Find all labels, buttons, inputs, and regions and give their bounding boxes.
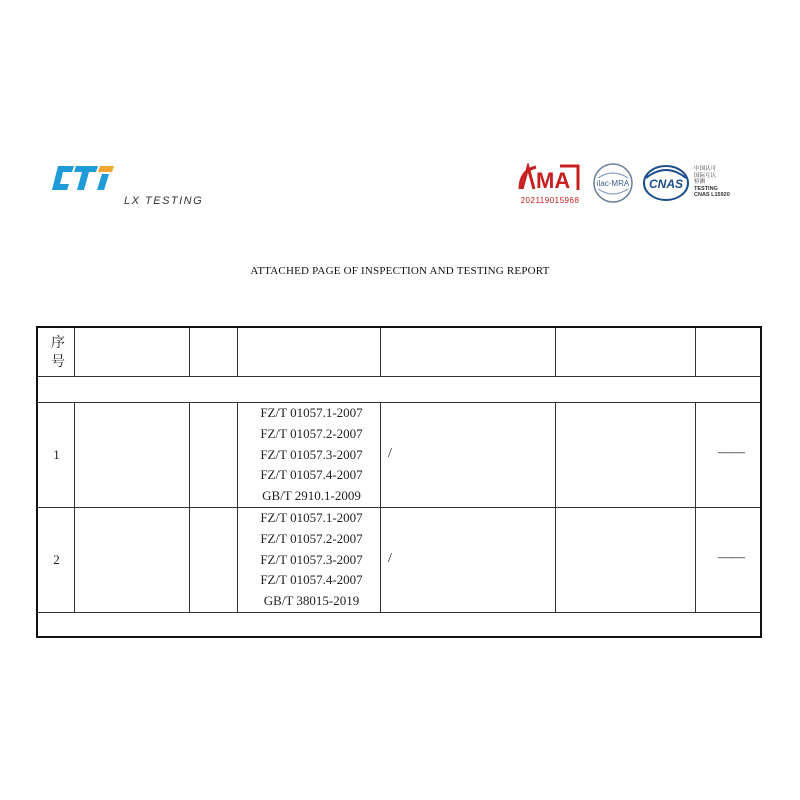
- svg-text:MA: MA: [536, 168, 571, 193]
- row-divider: [38, 507, 760, 508]
- standard-item: FZ/T 01057.4-2007: [260, 572, 363, 588]
- standards-list: [240, 508, 383, 612]
- standard-item: FZ/T 01057.1-2007: [260, 405, 363, 420]
- logo-tagline: LX TESTING: [124, 195, 204, 207]
- standard-item: FZ/T 01057.3-2007: [260, 446, 363, 462]
- cnas-icon: [642, 164, 690, 202]
- row-number: 1: [53, 447, 60, 462]
- last-row-divider: [38, 612, 760, 613]
- remark-dash: ——: [718, 550, 744, 565]
- standard-item: FZ/T 01057.3-2007: [260, 551, 363, 567]
- standards-list: [240, 403, 383, 507]
- standard-item: FZ/T 01057.4-2007: [260, 467, 363, 483]
- ilac-mra-icon: [592, 162, 634, 204]
- remark-dash: ——: [718, 445, 744, 460]
- report-title: ATTACHED PAGE OF INSPECTION AND TESTING REPORT: [250, 265, 550, 277]
- row-number: 2: [53, 552, 60, 567]
- inspection-table: [36, 326, 762, 638]
- standard-item: GB/T 2910.1-2009: [262, 488, 361, 504]
- standard-item: FZ/T 01057.2-2007: [260, 530, 363, 546]
- cnas-accreditation-text: 中国认可 国际互认 检测 TESTING CNAS L15920: [694, 166, 730, 198]
- cma-icon: [516, 163, 584, 193]
- company-logo: [52, 162, 212, 207]
- svg-text:CNAS: CNAS: [648, 177, 684, 191]
- header-row-divider: [38, 376, 760, 377]
- accreditation-logos: [516, 160, 756, 210]
- result-mark: /: [388, 446, 392, 461]
- standard-item: FZ/T 01057.2-2007: [260, 425, 363, 441]
- subheader-row-divider: [38, 402, 760, 403]
- report-header: [0, 150, 800, 220]
- standard-item: FZ/T 01057.1-2007: [260, 510, 363, 525]
- standard-item: GB/T 38015-2019: [263, 593, 360, 609]
- lti-logo-icon: [52, 162, 124, 194]
- svg-text:ilac-MRA: ilac-MRA: [596, 179, 630, 188]
- result-mark: /: [388, 551, 392, 566]
- header-serial-number: 序 号: [51, 336, 65, 370]
- cma-number: 202119015968: [520, 196, 580, 205]
